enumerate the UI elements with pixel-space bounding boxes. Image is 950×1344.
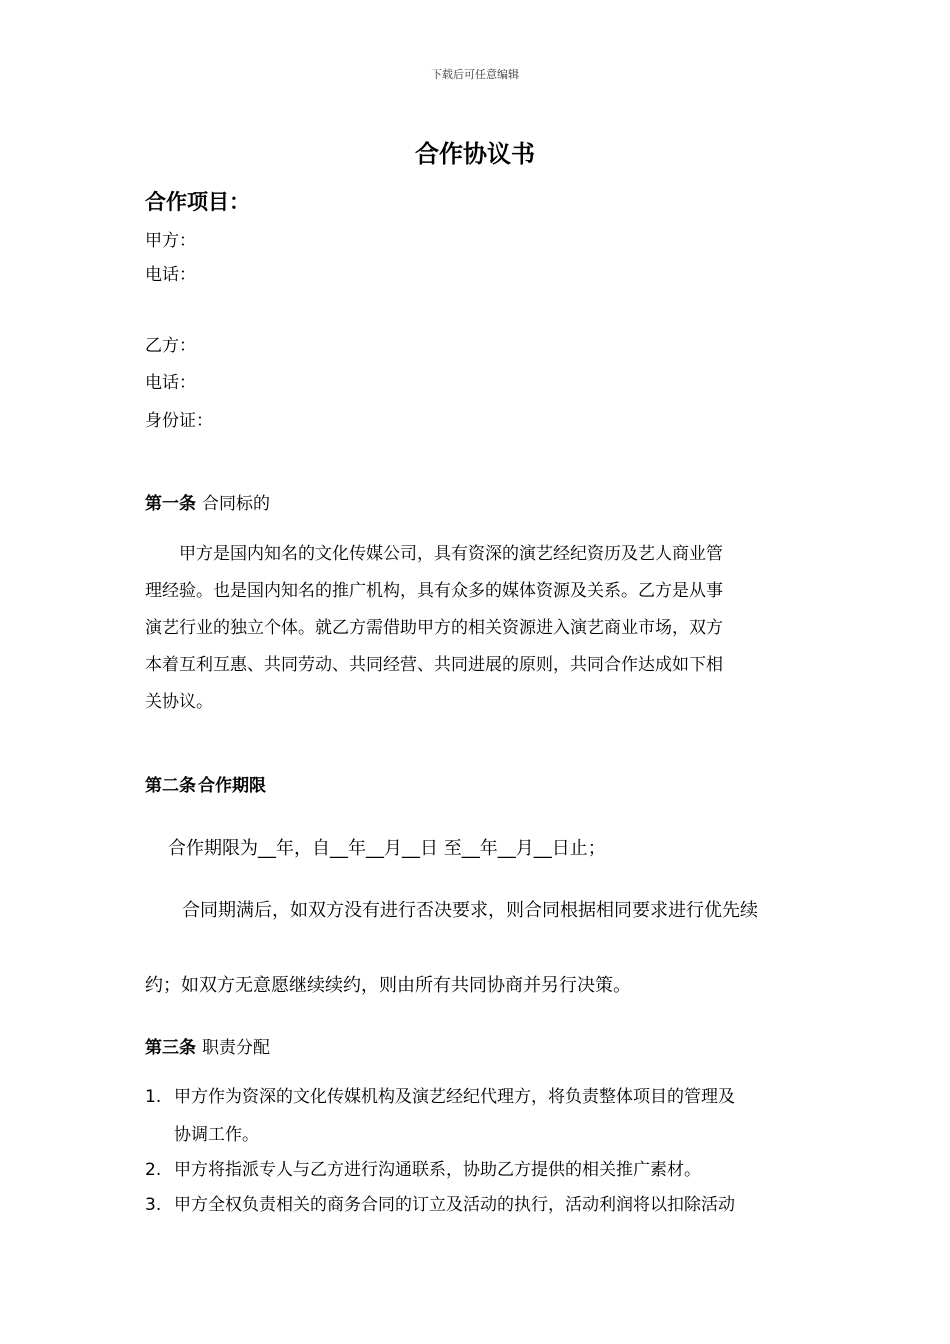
list-item-continuation: 协调工作。 — [174, 1125, 259, 1145]
renewal-text: 无意愿继续续约，则由所有共同协商并 — [235, 975, 541, 996]
list-item-text: 甲方全权负责相关的商务合同的订立及活动的执行，活动利润将以扣除活动 — [174, 1195, 735, 1215]
article2-number: 第二条 — [145, 776, 196, 796]
article1-number: 第一条 — [145, 494, 196, 514]
article2-title: 合作期限 — [198, 776, 266, 796]
renewal-text: 双方 — [308, 900, 344, 921]
list-item-text: 甲方作为资深的文化传媒机构及演艺经纪代理方，将负责整体项目的管理及 — [174, 1087, 735, 1107]
list-item — [145, 1082, 735, 1107]
article1-title: 合同标的 — [202, 494, 270, 514]
article1-line: 理经验。也是国内知名的推广机构，具有众多的媒体资源及关系。乙方是从事 — [145, 581, 723, 601]
party-b-id-label: 身份证： — [145, 411, 213, 431]
party-a-phone-label: 电话： — [145, 265, 196, 285]
page-header-note: 下载后可任意编辑 — [431, 68, 519, 81]
article1-line: 甲方是国内知名的文化传媒公司，具有资深的演艺经纪资历及艺人商业管 — [145, 544, 723, 564]
article3-number: 第三条 — [145, 1038, 196, 1058]
party-b-name-label: 乙方： — [145, 336, 196, 356]
list-item-number: 2. — [145, 1160, 162, 1180]
article2-heading — [145, 771, 266, 796]
renewal-text: 没有进行否决要求，则合同根据相同要求进行优先续 — [344, 900, 758, 921]
list-item — [145, 1190, 735, 1215]
article3-title: 职责分配 — [202, 1038, 270, 1058]
list-item-text: 甲方将指派专人与乙方进行沟通联系，协助乙方提供的相关推广素材。 — [174, 1160, 701, 1180]
party-b-phone-label: 电话： — [145, 373, 196, 393]
article1-line: 本着互利互惠、共同劳动、共同经营、共同进展的原则，共同合作达成如下相 — [145, 655, 723, 675]
article2-renewal-line2 — [145, 971, 631, 997]
article1-line: 演艺行业的独立个体。就乙方需借助甲方的相关资源进入演艺商业市场，双方 — [145, 618, 723, 638]
article2-renewal-line1 — [182, 896, 758, 922]
renewal-text: 合同期满后，如 — [182, 900, 308, 921]
list-item — [145, 1155, 701, 1180]
article2-term: 合作期限为__年，自__年__月__日 至__年__月__日止； — [168, 838, 606, 859]
document-title: 合作协议书 — [415, 140, 535, 168]
list-item-number: 3. — [145, 1195, 162, 1215]
project-label: 合作项目： — [145, 190, 250, 214]
renewal-text: 决策。 — [577, 975, 631, 996]
renewal-text: 双方 — [199, 975, 235, 996]
renewal-text: 约；如 — [145, 975, 199, 996]
party-a-name-label: 甲方： — [145, 231, 196, 251]
list-item-number: 1. — [145, 1087, 162, 1107]
article3-heading — [145, 1033, 270, 1058]
article1-line: 关协议。 — [145, 692, 213, 712]
article1-heading — [145, 489, 270, 514]
renewal-text: 另行 — [541, 975, 577, 996]
